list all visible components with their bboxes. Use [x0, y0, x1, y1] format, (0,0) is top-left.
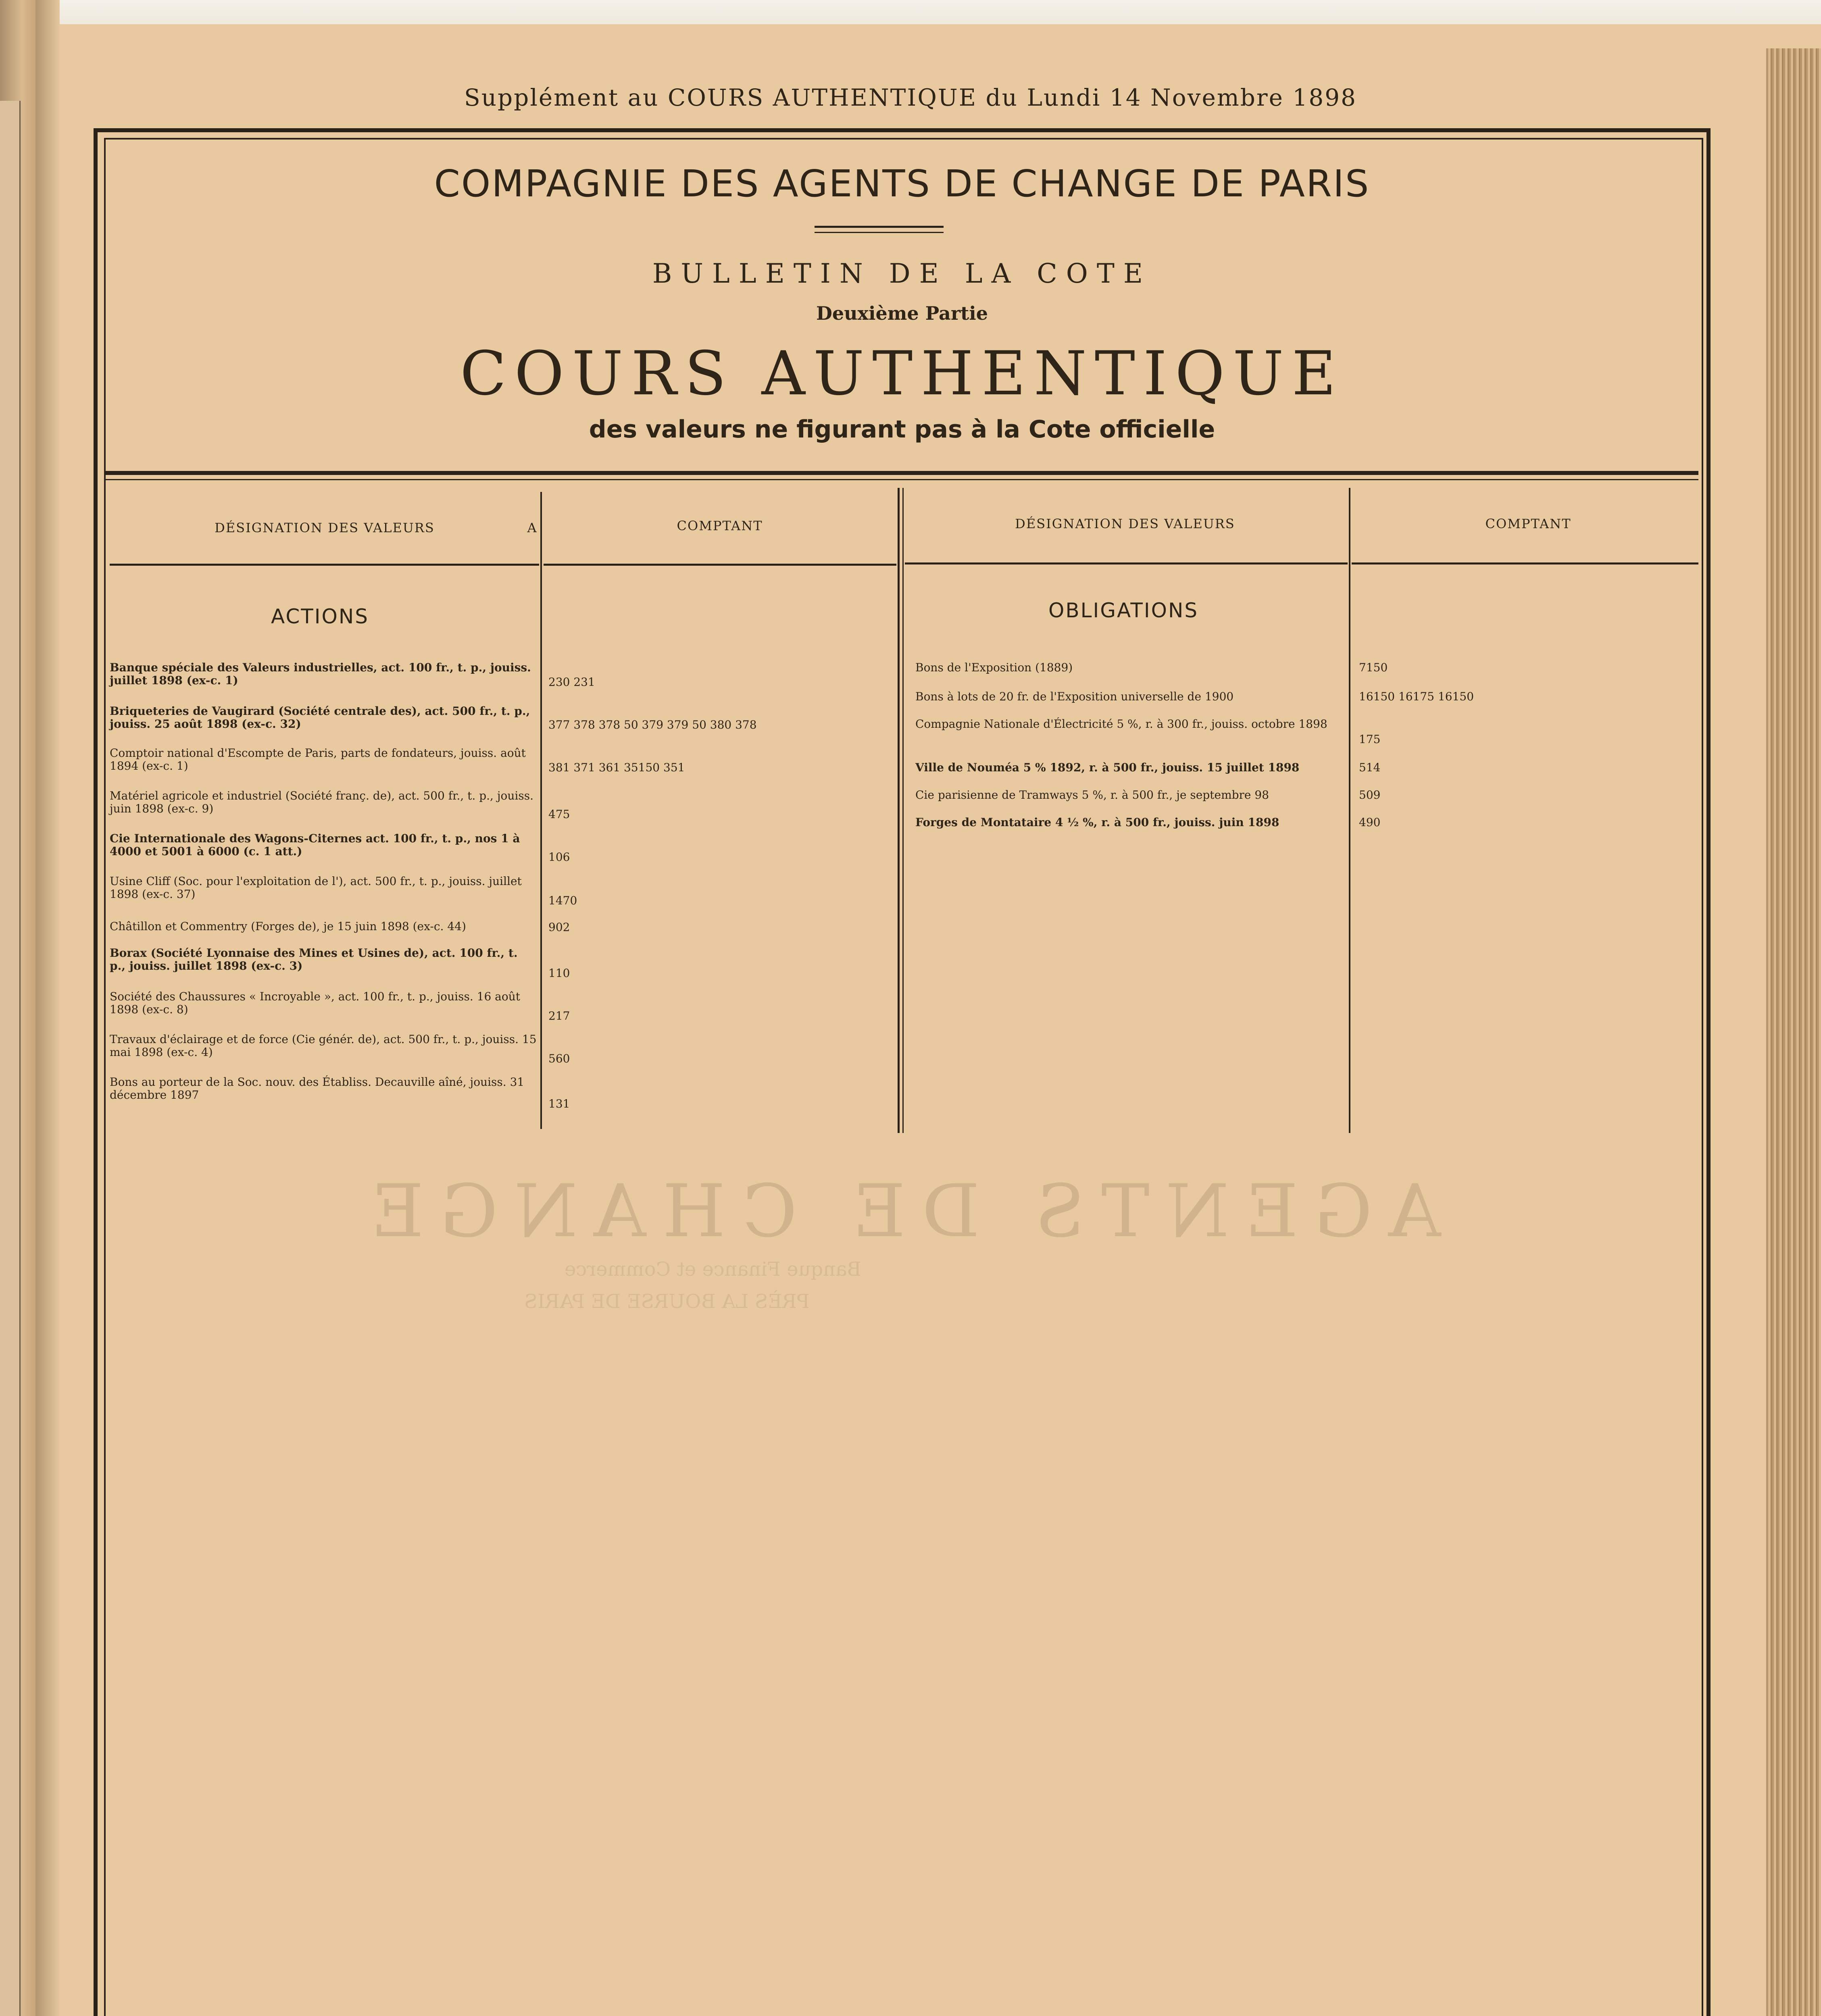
entry-name: Travaux d'éclairage et de force (Cie génér. de), act. 500 fr., t. p., jouiss. 15 mai 1898 (ex-c. 4) — [110, 1033, 537, 1059]
header-underline — [110, 564, 539, 566]
table-row — [110, 920, 537, 933]
page-top-margin — [0, 0, 1821, 24]
facing-page-strip — [0, 101, 21, 2016]
book-gutter — [35, 0, 60, 2016]
entry-name: Ville de Nouméa 5 % 1892, r. à 500 fr., jouiss. 15 juillet 1898 — [915, 761, 1300, 774]
entry-name: Bons de l'Exposition (1889) — [915, 661, 1073, 674]
entry-price: 381 371 361 35150 351 — [548, 761, 685, 774]
entry-name: Comptoir national d'Escompte de Paris, parts de fondateurs, jouiss. août 1894 (ex-c. 1) — [110, 746, 526, 773]
show-through-line: PRÈS LA BOURSE DE PARIS — [524, 1290, 810, 1313]
table-row — [110, 832, 537, 858]
col-mark: A — [527, 520, 538, 535]
table-row — [110, 705, 537, 731]
bulletin-title: BULLETIN DE LA COTE — [652, 258, 1152, 289]
part-label: Deuxième Partie — [816, 302, 988, 324]
show-through-agents: AGENTS DE CHANGE — [355, 1169, 1441, 1254]
actions-heading: ACTIONS — [271, 605, 369, 628]
entry-name: Cie parisienne de Tramways 5 %, r. à 500 fr., je septembre 98 — [915, 788, 1269, 802]
main-subtitle: des valeurs ne figurant pas à la Cote officielle — [589, 415, 1215, 444]
column-rule — [1349, 488, 1350, 1133]
entry-price: 230 231 — [548, 675, 595, 689]
entry-name: Forges de Montataire 4 ½ %, r. à 500 fr., jouiss. juin 1898 — [915, 816, 1279, 829]
entry-price: 7150 — [1359, 661, 1388, 674]
col-designation: DÉSIGNATION DES VALEURS — [215, 520, 435, 535]
entry-name: Bons au porteur de la Soc. nouv. des Établiss. Decauville aîné, jouiss. 31 décembre 1897 — [110, 1075, 525, 1102]
main-title: COURS AUTHENTIQUE — [460, 339, 1344, 409]
table-row — [110, 789, 537, 815]
header-underline — [1352, 562, 1698, 564]
entry-price: 1470 — [548, 894, 577, 907]
entry-name: Briqueteries de Vaugirard (Société centrale des), act. 500 fr., t. p., jouiss. 25 août 1898 (ex-c. 32) — [110, 704, 530, 731]
table-row — [915, 718, 1347, 731]
title-rule — [815, 226, 944, 228]
table-row — [110, 1033, 537, 1059]
entry-price: 16150 16175 16150 — [1359, 690, 1474, 703]
entry-name: Châtillon et Commentry (Forges de), je 15 juin 1898 (ex-c. 44) — [110, 920, 466, 933]
entry-price: 217 — [548, 1009, 570, 1023]
col-comptant: COMPTANT — [677, 518, 763, 533]
table-row — [110, 661, 537, 687]
entry-price: 106 — [548, 850, 570, 864]
table-row — [110, 747, 537, 773]
obligations-heading: OBLIGATIONS — [1048, 599, 1199, 622]
header-rule — [106, 471, 1698, 475]
supplement-header: Supplément au COURS AUTHENTIQUE du Lundi 14 Novembre 1898 — [464, 84, 1357, 111]
entry-price: 110 — [548, 966, 570, 980]
header-underline — [544, 564, 896, 566]
entry-price: 509 — [1359, 788, 1381, 802]
entry-name: Banque spéciale des Valeurs industrielles, act. 100 fr., t. p., jouiss. juillet 1898 (ex-c. 1) — [110, 661, 531, 687]
table-row — [915, 661, 1347, 674]
entry-price: 377 378 378 50 379 379 50 380 378 — [548, 718, 757, 731]
title-rule — [815, 232, 944, 233]
table-row — [110, 1076, 537, 1102]
entry-price: 560 — [548, 1052, 570, 1065]
table-row — [915, 816, 1347, 829]
table-row — [915, 761, 1347, 774]
col-comptant-right: COMPTANT — [1485, 516, 1571, 531]
header-rule — [106, 479, 1698, 480]
show-through-line: Banque Finance et Commerce — [565, 1258, 862, 1281]
table-row — [915, 690, 1347, 703]
table-row — [110, 947, 537, 973]
entry-name: Matériel agricole et industriel (Société franç. de), act. 500 fr., t. p., jouiss. juin 1898 (ex-c. 9) — [110, 789, 533, 815]
table-row — [110, 875, 537, 901]
table-row — [110, 990, 537, 1016]
entry-price: 175 — [1359, 733, 1381, 746]
entry-name: Société des Chaussures « Incroyable », act. 100 fr., t. p., jouiss. 16 août 1898 (ex-c. 8) — [110, 990, 521, 1016]
entry-price: 514 — [1359, 761, 1381, 774]
entry-name: Bons à lots de 20 fr. de l'Exposition universelle de 1900 — [915, 690, 1234, 703]
entry-name: Usine Cliff (Soc. pour l'exploitation de l'), act. 500 fr., t. p., jouiss. juillet 1898 (ex-c. 37) — [110, 875, 522, 901]
entry-price: 490 — [1359, 816, 1381, 829]
entry-price: 131 — [548, 1097, 570, 1110]
entry-price: 475 — [548, 808, 570, 821]
column-rule — [540, 492, 542, 1129]
entry-name: Borax (Société Lyonnaise des Mines et Usines de), act. 100 fr., t. p., jouiss. juillet 1898 (ex-c. 3) — [110, 946, 518, 973]
table-row — [915, 789, 1347, 802]
page-stack-edge — [1766, 48, 1821, 2016]
column-rule — [898, 488, 900, 1133]
col-designation-right: DÉSIGNATION DES VALEURS — [1015, 516, 1235, 531]
column-rule — [902, 488, 904, 1133]
entry-price: 902 — [548, 921, 570, 934]
entry-name: Compagnie Nationale d'Électricité 5 %, r. à 300 fr., jouiss. octobre 1898 — [915, 717, 1327, 731]
entry-name: Cie Internationale des Wagons-Citernes act. 100 fr., t. p., nos 1 à 4000 et 5001 à 6000 (c. 1 att.) — [110, 832, 520, 858]
company-title: COMPAGNIE DES AGENTS DE CHANGE DE PARIS — [434, 162, 1370, 205]
header-underline — [905, 562, 1348, 564]
